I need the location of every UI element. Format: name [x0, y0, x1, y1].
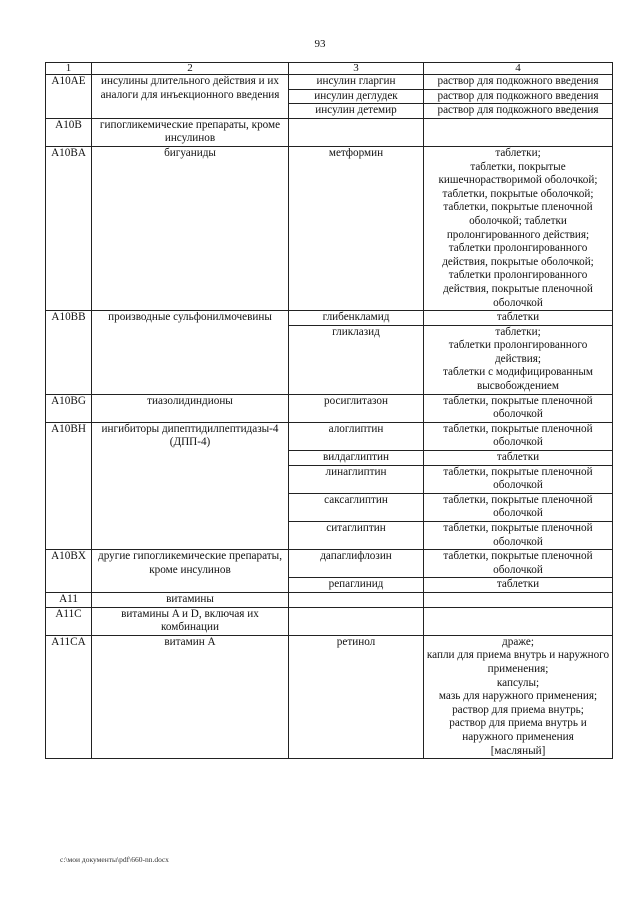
form-cell: таблетки; таблетки, покрытые кишечнорастворимой оболочкой; таблетки, покрытые оболочкой; таблетки, покрытые пленочной оболочкой; таблетки пролонгированного действия; таблетки пролонгированного действия, покрытые оболочкой; таблетки пролонгированного действия, покрытые пленочной оболочкой [424, 146, 613, 310]
form-cell: таблетки, покрытые пленочной оболочкой [424, 522, 613, 550]
form-cell: таблетки, покрытые пленочной оболочкой [424, 394, 613, 422]
drug-cell: репаглинид [289, 578, 424, 593]
form-cell: раствор для подкожного введения [424, 75, 613, 90]
group-cell: тиазолидиндионы [92, 394, 289, 422]
drug-cell: саксаглиптин [289, 493, 424, 521]
atc-code-cell: A11 [46, 592, 92, 607]
atc-code-cell: A10BA [46, 146, 92, 310]
form-cell: таблетки, покрытые пленочной оболочкой [424, 465, 613, 493]
group-cell: бигуаниды [92, 146, 289, 310]
table-row [46, 311, 613, 326]
group-cell: производные сульфонилмочевины [92, 311, 289, 395]
atc-code-cell: A10AE [46, 75, 92, 119]
drug-cell: росиглитазон [289, 394, 424, 422]
page-number: 93 [314, 38, 326, 50]
form-cell: таблетки, покрытые пленочной оболочкой [424, 493, 613, 521]
group-cell: витамины A и D, включая их комбинации [92, 607, 289, 635]
drug-cell: дапаглифлозин [289, 550, 424, 578]
drug-cell: алоглиптин [289, 422, 424, 450]
table-row [46, 422, 613, 450]
drug-cell: линаглиптин [289, 465, 424, 493]
atc-code-cell: A10BB [46, 311, 92, 395]
form-cell [424, 118, 613, 146]
atc-code-cell: A10BX [46, 550, 92, 593]
drug-cell [289, 118, 424, 146]
drug-cell: глибенкламид [289, 311, 424, 326]
group-cell: другие гипогликемические препараты, кроме инсулинов [92, 550, 289, 593]
table-row [46, 146, 613, 310]
form-cell: таблетки [424, 311, 613, 326]
form-cell: таблетки [424, 578, 613, 593]
table-row [46, 394, 613, 422]
group-cell: инсулины длительного действия и их аналоги для инъекционного введения [92, 75, 289, 119]
footer-file-path: c:\мои документы\pdf\660-nn.docx [60, 855, 169, 864]
table-header-row [46, 63, 613, 75]
form-cell [424, 592, 613, 607]
drug-cell: ретинол [289, 635, 424, 758]
atc-code-cell: A10BH [46, 422, 92, 549]
form-cell: драже; капли для приема внутрь и наружного применения; капсулы; мазь для наружного применения; раствор для приема внутрь; раствор для приема внутрь и наружного применения [масляный] [424, 635, 613, 758]
atc-code-cell: A10BG [46, 394, 92, 422]
form-cell [424, 607, 613, 635]
drug-cell: инсулин гларгин [289, 75, 424, 90]
table-row [46, 635, 613, 758]
group-cell: витамин A [92, 635, 289, 758]
drug-cell [289, 592, 424, 607]
form-cell: таблетки, покрытые пленочной оболочкой [424, 422, 613, 450]
form-cell: раствор для подкожного введения [424, 89, 613, 104]
form-cell: раствор для подкожного введения [424, 104, 613, 119]
form-cell: таблетки; таблетки пролонгированного действия; таблетки с модифицированным высвобождением [424, 325, 613, 394]
table-row [46, 118, 613, 146]
column-header: 1 [46, 63, 92, 75]
column-header: 3 [289, 63, 424, 75]
atc-code-cell: A11CA [46, 635, 92, 758]
table-row [46, 607, 613, 635]
column-header: 4 [424, 63, 613, 75]
column-header: 2 [92, 63, 289, 75]
drug-cell: метформин [289, 146, 424, 310]
form-cell: таблетки [424, 451, 613, 466]
drug-cell: ситаглиптин [289, 522, 424, 550]
drug-cell: инсулин деглудек [289, 89, 424, 104]
drug-cell: инсулин детемир [289, 104, 424, 119]
table-row [46, 75, 613, 90]
atc-code-cell: A10B [46, 118, 92, 146]
group-cell: ингибиторы дипептидилпептидазы-4 (ДПП-4) [92, 422, 289, 549]
form-cell: таблетки, покрытые пленочной оболочкой [424, 550, 613, 578]
table-row [46, 550, 613, 578]
drug-cell [289, 607, 424, 635]
group-cell: гипогликемические препараты, кроме инсулинов [92, 118, 289, 146]
drug-cell: гликлазид [289, 325, 424, 394]
drug-cell: вилдаглиптин [289, 451, 424, 466]
table-row [46, 592, 613, 607]
group-cell: витамины [92, 592, 289, 607]
drug-table [45, 62, 613, 759]
atc-code-cell: A11C [46, 607, 92, 635]
